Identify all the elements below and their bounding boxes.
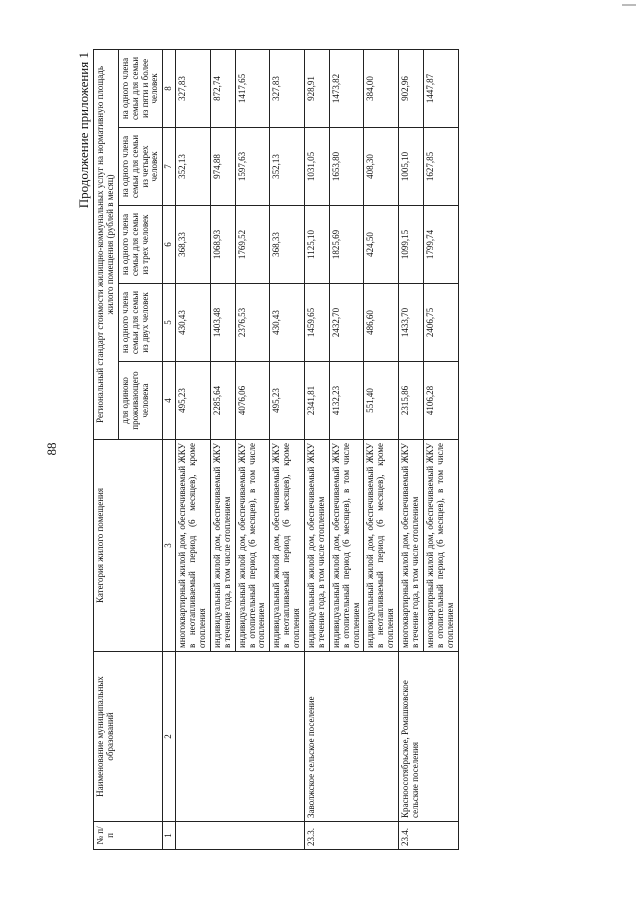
row-value: 902,96 [399, 49, 424, 127]
row-value: 928,91 [305, 49, 330, 127]
row-value: 4076,06 [235, 362, 270, 440]
row-value: 1799,74 [423, 206, 458, 284]
row-value: 384,00 [364, 49, 399, 127]
header-sub-5: на одного члена семьи для семьи из пяти и более человек [118, 49, 163, 127]
row-value: 1005,10 [399, 128, 424, 206]
row-value: 430,43 [270, 284, 305, 362]
row-value: 327,83 [270, 49, 305, 127]
header-num: № п/п [94, 822, 163, 850]
rotated-page-content [78, 50, 598, 850]
row-category: индивидуальный жилой дом, обеспечиваемый ЖКУ в неотапливаемый период (6 месяцев), кроме отопления [364, 440, 399, 652]
row-value: 1031,05 [305, 128, 330, 206]
col-index: 6 [163, 206, 176, 284]
col-index: 2 [163, 652, 176, 822]
col-index: 5 [163, 284, 176, 362]
header-sub-2: на одного члена семьи для семьи из двух человек [118, 284, 163, 362]
col-index: 1 [163, 822, 176, 850]
appendix-heading: Продолжение приложения 1 [76, 52, 91, 209]
row-value: 495,23 [270, 362, 305, 440]
row-value: 1627,85 [423, 128, 458, 206]
header-category: Категория жилого помещения [94, 440, 163, 652]
row-category: индивидуальный жилой дом, обеспечиваемый ЖКУ в течение года, в том числе отоплением [210, 440, 235, 652]
row-value: 424,50 [364, 206, 399, 284]
header-municipality: Наименование муниципальных образований [94, 652, 163, 822]
row-value: 1433,70 [399, 284, 424, 362]
header-sub-1: для одиноко проживающего человека [118, 362, 163, 440]
header-standard: Региональный стандарт стоимости жилищно-коммунальных услуг на нормативную площадь жилого помещения (рублей в месяц) [94, 49, 119, 439]
row-value: 352,13 [270, 128, 305, 206]
row-value: 1473,82 [329, 49, 364, 127]
col-index: 4 [163, 362, 176, 440]
page-number: 88 [44, 442, 59, 456]
row-value: 2285,64 [210, 362, 235, 440]
row-value: 2315,86 [399, 362, 424, 440]
row-category: индивидуальный жилой дом, обеспечиваемый ЖКУ в отопительный период (6 месяцев), в том числе отоплением [329, 440, 364, 652]
table-row [176, 49, 211, 849]
row-value: 352,13 [176, 128, 211, 206]
col-index: 8 [163, 49, 176, 127]
row-value: 1653,80 [329, 128, 364, 206]
header-sub-4: на одного члена семьи для семьи из четырех человек [118, 128, 163, 206]
row-value: 1125,10 [305, 206, 330, 284]
row-value: 495,23 [176, 362, 211, 440]
row-municipality [176, 652, 305, 822]
row-category: индивидуальный жилой дом, обеспечиваемый ЖКУ в отопительный период (6 месяцев), в том числе отоплением [235, 440, 270, 652]
row-num [176, 822, 305, 850]
row-value: 1447,87 [423, 49, 458, 127]
row-value: 4106,28 [423, 362, 458, 440]
row-value: 2341,81 [305, 362, 330, 440]
row-value: 1825,69 [329, 206, 364, 284]
row-value: 551,40 [364, 362, 399, 440]
row-value: 486,60 [364, 284, 399, 362]
header-sub-3: на одного члена семьи для семьи из трех человек [118, 206, 163, 284]
row-value: 4132,23 [329, 362, 364, 440]
row-value: 1459,65 [305, 284, 330, 362]
row-value: 1597,63 [235, 128, 270, 206]
row-value: 2376,53 [235, 284, 270, 362]
row-value: 974,88 [210, 128, 235, 206]
row-num: 23.4. [399, 822, 458, 850]
row-category: индивидуальный жилой дом, обеспечиваемый ЖКУ в течение года, в том числе отоплением [305, 440, 330, 652]
row-value: 1769,52 [235, 206, 270, 284]
row-value: 1417,65 [235, 49, 270, 127]
row-value: 1403,48 [210, 284, 235, 362]
row-category: многоквартирный жилой дом, обеспечиваемый ЖКУ в неотапливаемый период (6 месяцев), кроме отопления [176, 440, 211, 652]
row-value: 430,43 [176, 284, 211, 362]
scan-mark [622, 4, 636, 6]
row-value: 408,30 [364, 128, 399, 206]
row-value: 327,83 [176, 49, 211, 127]
table-row [305, 49, 330, 849]
row-value: 2406,75 [423, 284, 458, 362]
row-value: 872,74 [210, 49, 235, 127]
row-value: 2432,70 [329, 284, 364, 362]
row-value: 1068,93 [210, 206, 235, 284]
row-value: 1099,15 [399, 206, 424, 284]
row-category: многоквартирный жилой дом, обеспечиваемый ЖКУ в течение года, в том числе отоплением [399, 440, 424, 652]
column-index-row [163, 49, 176, 849]
row-municipality: Заволжское сельское поселение [305, 652, 399, 822]
col-index: 3 [163, 440, 176, 652]
row-category: индивидуальный жилой дом, обеспечиваемый ЖКУ в неотапливаемый период (6 месяцев), кроме отопления [270, 440, 305, 652]
row-num: 23.3. [305, 822, 399, 850]
row-category: многоквартирный жилой дом, обеспечиваемый ЖКУ в отопительный период (6 месяцев), в том числе отоплением [423, 440, 458, 652]
row-value: 368,33 [270, 206, 305, 284]
row-value: 368,33 [176, 206, 211, 284]
table-row [399, 49, 424, 849]
col-index: 7 [163, 128, 176, 206]
housing-cost-table [93, 49, 459, 850]
row-municipality: Красноосотябрьское, Ромашковское сельские поселения [399, 652, 458, 822]
